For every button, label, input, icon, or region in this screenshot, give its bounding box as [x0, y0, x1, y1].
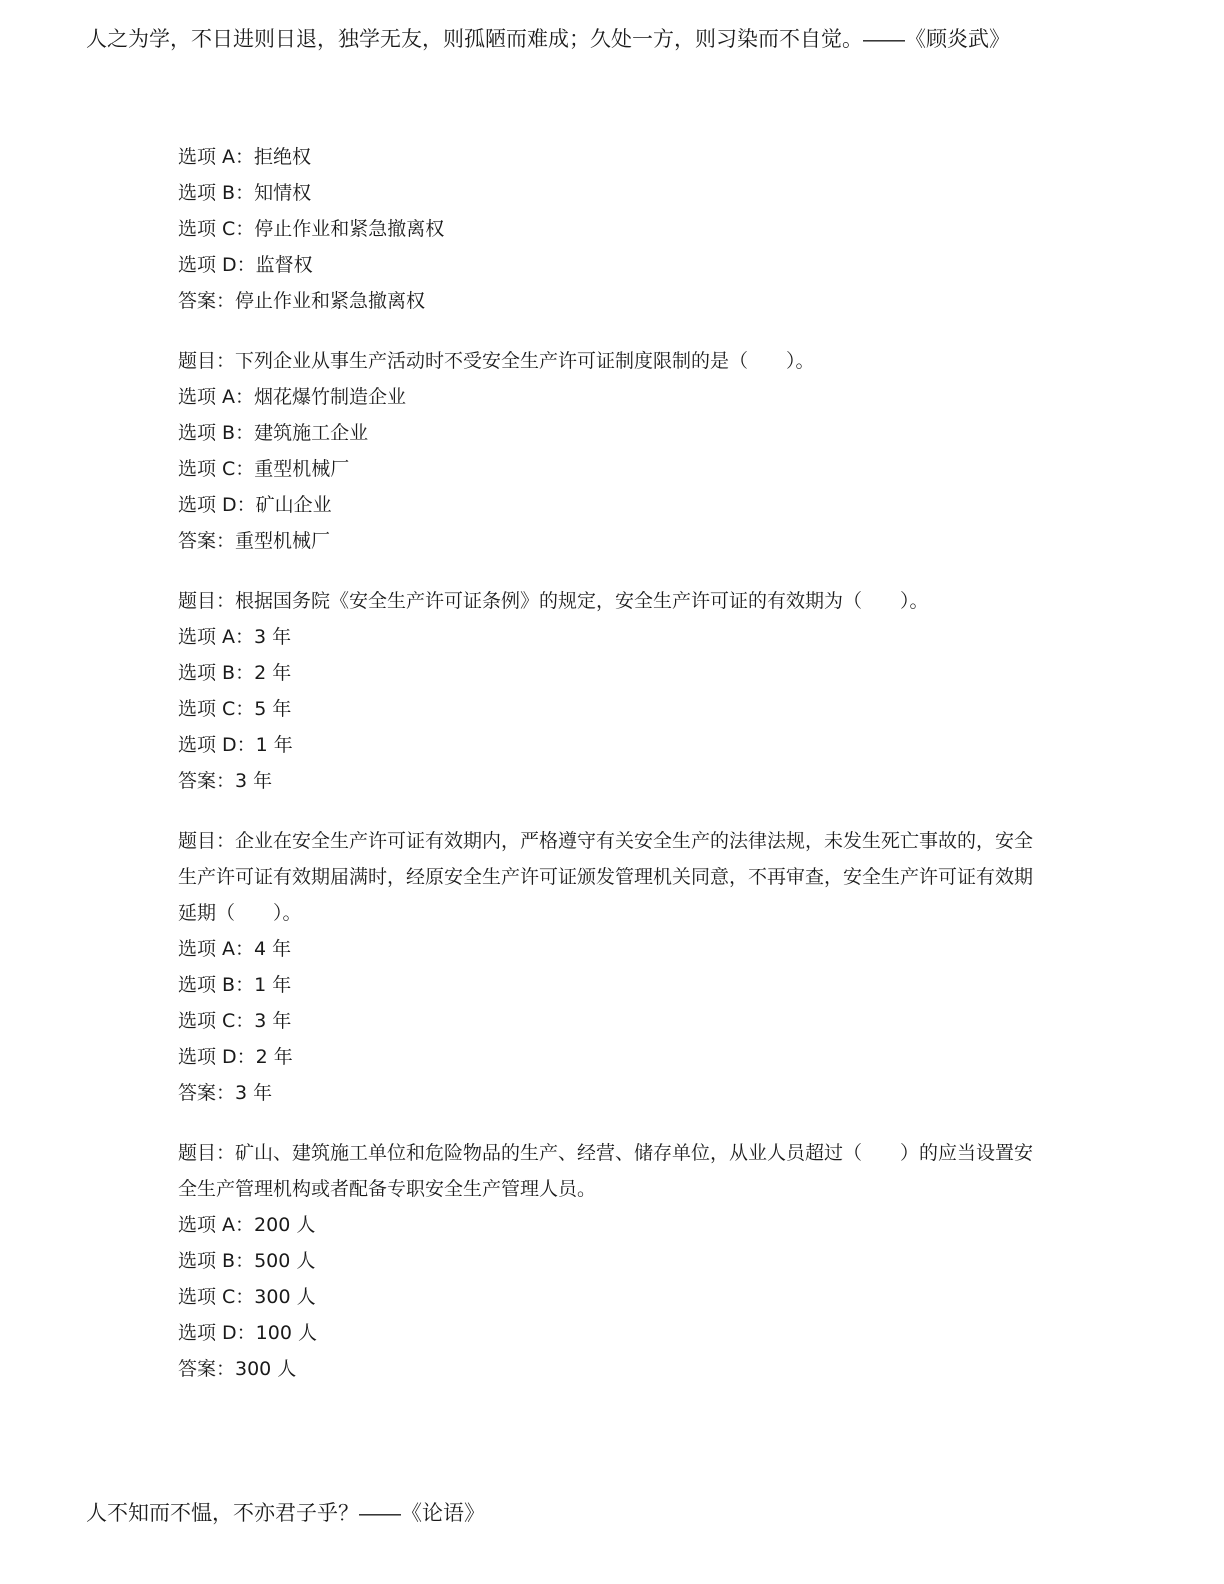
answer: 答案：300 人 [178, 1358, 297, 1380]
question-block [178, 823, 1038, 1111]
option-a: 选项 A：3 年 [178, 626, 292, 648]
option-c: 选项 C：重型机械厂 [178, 458, 350, 480]
answer: 答案：重型机械厂 [178, 530, 331, 552]
question-block [178, 343, 1038, 559]
footer-quote: 人不知而不愠，不亦君子乎？——《论语》 [86, 1502, 485, 1525]
option-c: 选项 C：5 年 [178, 698, 292, 720]
option-b: 选项 B：500 人 [178, 1250, 316, 1272]
question-text: 题目：下列企业从事生产活动时不受安全生产许可证制度限制的是（ ）。 [178, 350, 815, 372]
question-text: 题目：企业在安全生产许可证有效期内，严格遵守有关安全生产的法律法规，未发生死亡事故的，安全生产许可证有效期届满时，经原安全生产许可证颁发管理机关同意，不再审查，安全生产许可证有效期延期（ ）。 [178, 830, 1034, 924]
option-b: 选项 B：建筑施工企业 [178, 422, 369, 444]
option-a: 选项 A：4 年 [178, 938, 292, 960]
answer: 答案：3 年 [178, 770, 273, 792]
option-d: 选项 D：1 年 [178, 734, 293, 756]
option-d: 选项 D：矿山企业 [178, 494, 332, 516]
question-text: 题目：矿山、建筑施工单位和危险物品的生产、经营、储存单位，从业人员超过（ ）的应当设置安全生产管理机构或者配备专职安全生产管理人员。 [178, 1142, 1034, 1200]
option-b: 选项 B：知情权 [178, 182, 312, 204]
option-d: 选项 D：监督权 [178, 254, 313, 276]
option-b: 选项 B：1 年 [178, 974, 292, 996]
question-text: 题目：根据国务院《安全生产许可证条例》的规定，安全生产许可证的有效期为（ ）。 [178, 590, 929, 612]
question-block [178, 139, 1038, 319]
option-a: 选项 A：烟花爆竹制造企业 [178, 386, 407, 408]
option-b: 选项 B：2 年 [178, 662, 292, 684]
header-quote: 人之为学，不日进则日退，独学无友，则孤陋而难成；久处一方，则习染而不自觉。——《顾炎武》 [86, 28, 1010, 51]
option-a: 选项 A：200 人 [178, 1214, 316, 1236]
option-c: 选项 C：300 人 [178, 1286, 316, 1308]
answer: 答案：停止作业和紧急撤离权 [178, 290, 426, 312]
option-c: 选项 C：停止作业和紧急撤离权 [178, 218, 445, 240]
option-d: 选项 D：2 年 [178, 1046, 293, 1068]
option-c: 选项 C：3 年 [178, 1010, 292, 1032]
option-a: 选项 A：拒绝权 [178, 146, 312, 168]
option-d: 选项 D：100 人 [178, 1322, 317, 1344]
answer: 答案：3 年 [178, 1082, 273, 1104]
question-block [178, 1135, 1038, 1387]
question-list [178, 139, 1038, 1411]
question-block [178, 583, 1038, 799]
